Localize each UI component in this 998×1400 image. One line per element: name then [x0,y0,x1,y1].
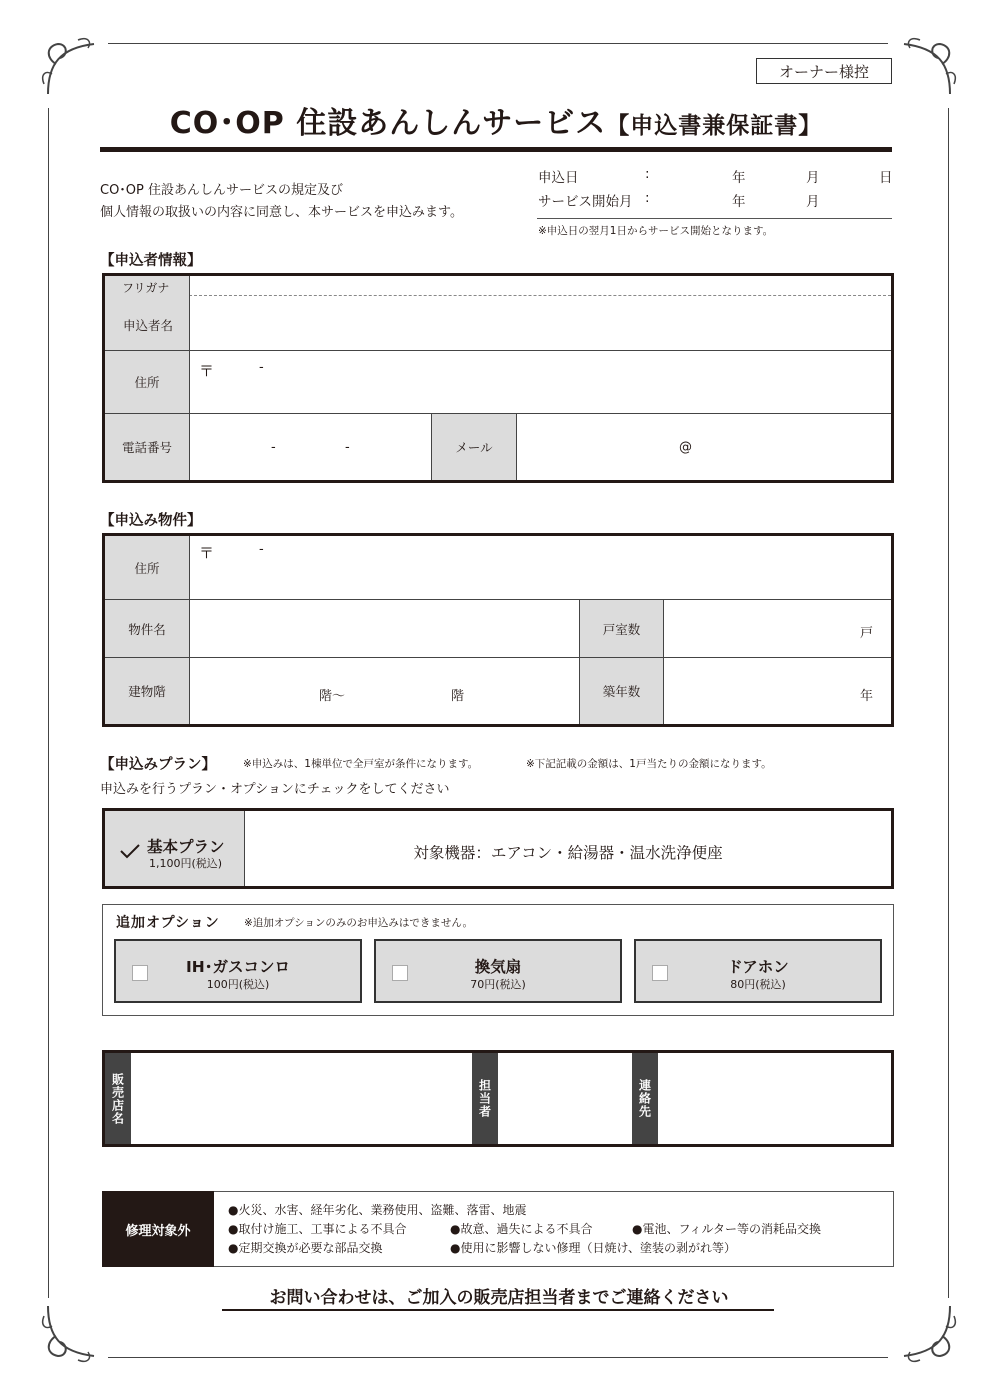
agreement-line-1: CO･OP 住設あんしんサービスの規定及び [100,183,344,198]
page-title [100,98,892,142]
mail-at: @ [679,440,692,455]
exclusion-line-1: ●火災、水害、経年劣化、業務使用、盗難、落雷、地震 [228,1203,527,1217]
service-start-year: 年 [732,194,746,210]
units-suffix: 戸 [860,626,874,641]
dealer-store-label: 販売店名 [105,1053,131,1144]
options-heading: 追加オプション [116,915,220,931]
property-address-label: 住所 [105,536,189,599]
option-ventilation-fan[interactable] [374,939,622,1003]
postal-dash: - [259,542,264,557]
apply-date-day: 日 [879,170,893,186]
option-ih-gas-stove[interactable] [114,939,362,1003]
postal-dash: - [259,360,264,375]
postal-mark: 〒 [199,362,215,380]
applicant-table [102,273,894,483]
title-rule [100,147,892,152]
floors-label: 建物階 [105,658,189,724]
col-divider [431,413,432,480]
footer-contact-note: お問い合わせは、ご加入の販売店担当者までご連絡ください [269,1288,729,1308]
service-start-label: サービス開始月 [538,194,633,210]
property-table [102,533,894,727]
applicant-address-label: 住所 [105,351,189,413]
plan-instruction: 申込みを行うプラン・オプションにチェックをしてください [100,782,450,797]
title-main: CO･OP 住設あんしんサービス [169,106,607,141]
frame-right-line [948,108,949,1298]
property-name-label: 物件名 [105,600,189,657]
exclusion-line-2c: ●電池、フィルター等の消耗品交換 [632,1222,822,1236]
col-divider [516,413,517,480]
exclusion-line-2a: ●取付け施工、工事による不具合 [228,1222,407,1236]
plan-note-1: ※申込みは、1棟単位で全戸室が条件になります。 [243,758,479,770]
basic-plan-description: 対象機器：エアコン・給湯器・温水洗浄便座 [413,844,723,862]
exclusion-line-3a: ●定期交換が必要な部品交換 [228,1241,383,1255]
corner-ornament-icon [896,34,960,98]
apply-date-year: 年 [732,170,746,186]
basic-plan-row [102,808,894,889]
applicant-heading: 【申込者情報】 [100,253,202,269]
title-sub: 【申込書兼保証書】 [606,113,823,139]
dealer-person-label: 担当者 [472,1053,498,1144]
agreement-line-2: 個人情報の取扱いの内容に同意し、本サービスを申込みます。 [100,205,463,220]
basic-plan-name: 基本プラン [147,838,225,856]
plan-heading: 【申込みプラン】 [100,757,216,773]
exclusions-label: 修理対象外 [102,1191,214,1267]
frame-bottom-line [108,1357,888,1358]
building-age-label: 築年数 [580,658,663,724]
check-mark-icon[interactable] [119,843,141,859]
applicant-name-label: 申込者名 [123,318,174,333]
property-heading: 【申込み物件】 [100,513,202,529]
option-price: 80円(税込) [730,978,786,991]
dealer-contact-label: 連絡先 [632,1053,658,1144]
row-divider [105,657,891,658]
age-suffix: 年 [860,689,874,704]
corner-ornament-icon [38,1302,102,1366]
mail-label: メール [432,414,516,480]
col-divider [189,276,190,480]
exclusion-line-3b: ●使用に影響しない修理（日焼け、塗装の剥がれ等） [450,1241,736,1255]
corner-ornament-icon [38,34,102,98]
exclusion-line-2b: ●故意、過失による不具合 [450,1222,593,1236]
agreement-text [100,180,463,224]
col-divider [663,599,664,724]
furigana-label: フリガナ [122,281,170,295]
service-start-note: ※申込日の翌月1日からサービス開始となります。 [538,225,774,237]
units-label: 戸室数 [580,600,663,657]
row-divider [105,599,891,600]
dealer-info-table [102,1050,894,1147]
row-divider [105,350,891,351]
corner-ornament-icon [896,1302,960,1366]
service-start-colon: : [645,190,650,206]
date-rule [537,218,892,219]
apply-date-label: 申込日 [538,170,579,186]
phone-dash-1: - [271,440,276,455]
plan-note-2: ※下記記載の金額は、1戸当たりの金額になります。 [526,758,772,770]
col-divider [579,599,580,724]
apply-date-month: 月 [806,170,820,186]
option-name: ドアホン [727,958,789,976]
phone-label: 電話番号 [105,414,189,480]
postal-mark: 〒 [199,544,215,562]
options-note: ※追加オプションのみのお申込みはできません。 [244,917,473,929]
option-name: 換気扇 [474,958,522,976]
option-door-intercom[interactable] [634,939,882,1003]
service-start-month: 月 [806,194,820,210]
frame-left-line [48,108,49,1298]
option-price: 70円(税込) [470,978,526,991]
floor-range: 階～ [319,689,346,704]
apply-date-colon: : [645,166,650,182]
furigana-divider [189,295,891,296]
owner-copy-badge: オーナー様控 [756,58,892,84]
option-name: IH･ガスコンロ [186,958,290,976]
frame-top-line [108,43,888,44]
option-price: 100円(税込) [206,978,270,991]
basic-plan-price: 1,100円(税込) [149,857,223,870]
floor-end: 階 [451,689,465,704]
phone-dash-2: - [345,440,350,455]
footer-underline [222,1309,774,1311]
col-divider [189,536,190,724]
